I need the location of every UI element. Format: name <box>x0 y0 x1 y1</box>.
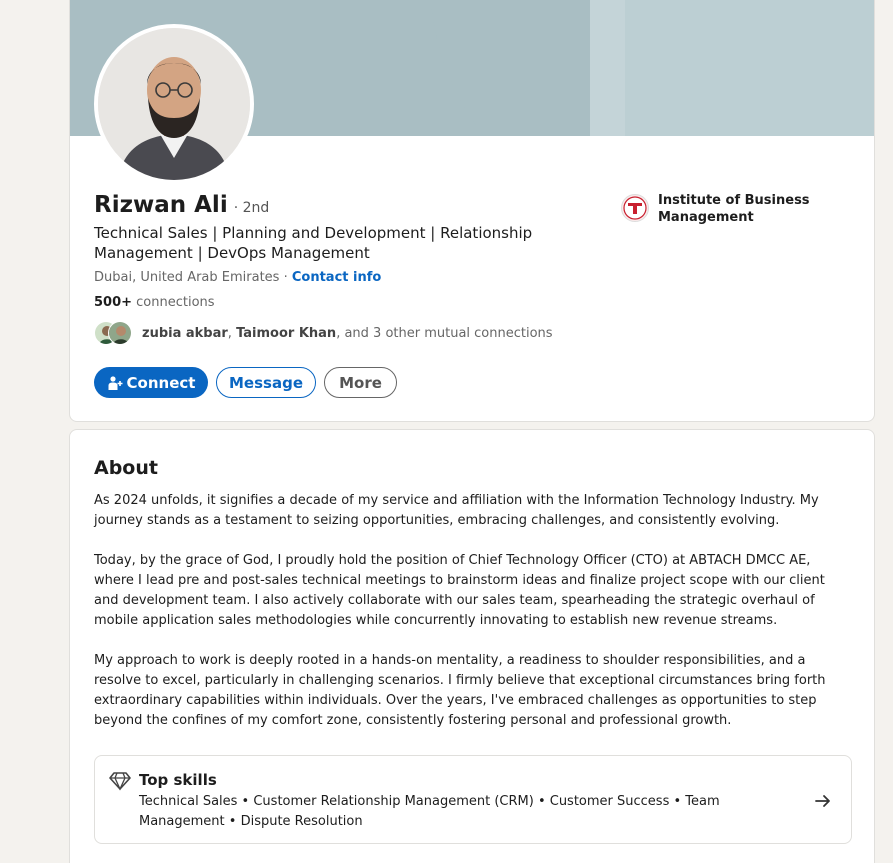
top-skills-box[interactable] <box>94 755 852 844</box>
mutual-connections-text <box>142 326 553 341</box>
top-skills-list: Technical Sales • Customer Relationship Management (CRM) • Customer Success • Team Management • Dispute Resolution <box>139 794 720 829</box>
profile-avatar[interactable] <box>94 24 254 184</box>
message-button[interactable]: Message <box>216 367 316 398</box>
location-row <box>94 270 381 285</box>
connect-label: Connect <box>126 373 196 392</box>
mutual-connections[interactable] <box>94 321 553 345</box>
location-text: Dubai, United Arab Emirates <box>94 270 280 285</box>
add-person-icon <box>107 375 123 391</box>
mutual-rest: , and 3 other mutual connections <box>336 325 553 341</box>
profile-card <box>69 0 875 422</box>
education-link[interactable] <box>621 192 818 226</box>
profile-name: Rizwan Ali <box>94 192 228 218</box>
about-paragraph-2: Today, by the grace of God, I proudly hold the position of Chief Technology Officer (CTO) at ABTACH DMCC AE, where I lead pre and post-sales technical meetings to brainstorm ideas and finalize project scope with our client and development team. I also actively collaborate with our sales team, spearheading the strategic overhaul of mobile application sales methodologies while concurrently innovating to establish new revenue streams. <box>94 553 825 628</box>
diamond-icon <box>109 771 131 791</box>
profile-actions <box>94 367 397 398</box>
mutual-name-2: Taimoor Khan <box>236 325 337 341</box>
connections-number: 500+ <box>94 295 133 310</box>
profile-headline: Technical Sales | Planning and Development | Relationship Management | DevOps Management <box>94 224 533 262</box>
more-button[interactable]: More <box>324 367 397 398</box>
mutual-name-1: zubia akbar <box>142 325 228 341</box>
connections-count[interactable] <box>94 295 215 310</box>
about-title: About <box>94 457 158 479</box>
about-paragraph-3: My approach to work is deeply rooted in a hands-on mentality, a readiness to shoulder responsibilities, and a resolve to excel, particularly in challenging scenarios. I firmly believe that exceptional circumstances bring forth extraordinary capabilities within individuals. Over the years, I've embraced challenges as opportunities to step beyond the confines of my comfort zone, consistently fostering personal and professional growth. <box>94 653 826 728</box>
connection-degree: · 2nd <box>233 200 270 216</box>
education-name: Institute of Business Management <box>658 193 810 225</box>
mutual-separator: , <box>227 325 237 341</box>
connections-label: connections <box>132 295 215 310</box>
connect-button[interactable] <box>94 367 208 398</box>
about-paragraph-1: As 2024 unfolds, it signifies a decade of my service and affiliation with the Information Technology Industry. My journey stands as a testament to seizing opportunities, embracing challenges, and consistently evolving. <box>94 493 819 528</box>
mutual-avatar-2 <box>108 321 132 345</box>
about-card <box>69 429 875 863</box>
university-logo <box>621 194 649 222</box>
arrow-right-icon[interactable] <box>813 791 833 811</box>
contact-info-link[interactable]: Contact info <box>291 270 382 285</box>
location-separator: · <box>279 270 292 285</box>
top-skills-title: Top skills <box>139 771 217 789</box>
